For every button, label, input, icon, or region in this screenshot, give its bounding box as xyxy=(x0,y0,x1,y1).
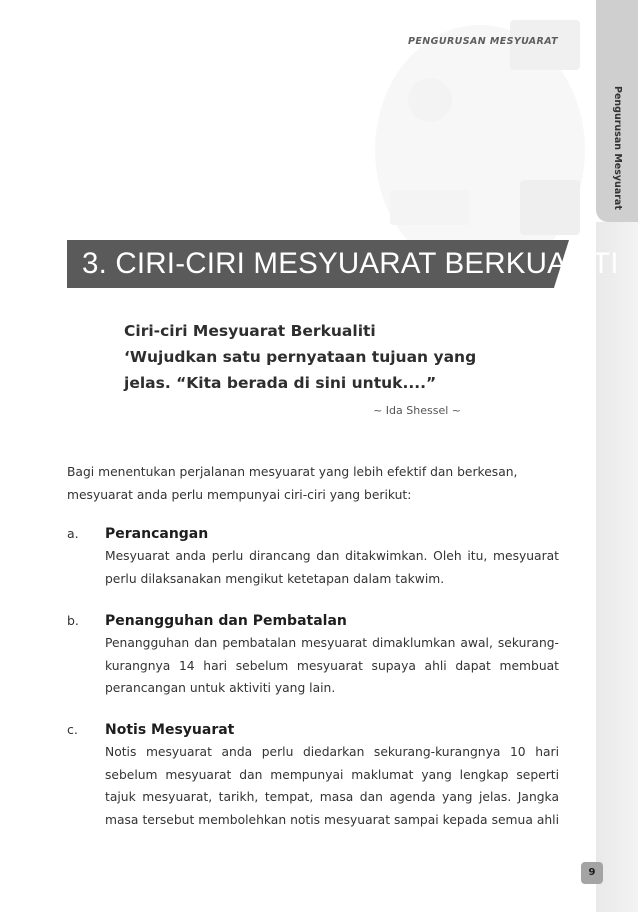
section-heading: Penangguhan dan Pembatalan xyxy=(105,613,347,629)
side-strip xyxy=(596,222,638,912)
section-body xyxy=(105,632,559,700)
section-heading: Perancangan xyxy=(105,526,209,542)
intro-line: Bagi menentukan perjalanan mesyuarat yang lebih efektif dan berkesan, xyxy=(67,465,518,479)
intro-paragraph xyxy=(67,461,567,506)
quote-attribution: ~ Ida Shessel ~ xyxy=(373,404,461,417)
page-number: 9 xyxy=(581,862,603,884)
quote-line: ‘Wujudkan satu pernyataan tujuan yang xyxy=(124,348,477,366)
body-line: masa tersebut membolehkan notis mesyuarat sampai kepada semua ahli xyxy=(105,812,559,827)
section-letter: a. xyxy=(67,526,79,541)
quote-block xyxy=(124,318,524,396)
body-line: Mesyuarat anda perlu dirancang dan ditakwimkan. Oleh itu, mesyuarat xyxy=(105,549,559,563)
body-line: kurangnya 14 hari sebelum mesyuarat supaya ahli dapat membuat xyxy=(105,658,559,673)
body-line: perlu dilaksanakan mengikut ketetapan dalam takwim. xyxy=(105,571,445,586)
section-title: 3. CIRI-CIRI MESYUARAT BERKUALITI xyxy=(82,247,619,280)
body-line: tajuk mesyuarat, tarikh, tempat, masa dan agenda yang jelas. Jangka xyxy=(105,790,559,804)
body-line: Notis mesyuarat anda perlu diedarkan sekurang-kurangnya 10 hari xyxy=(105,745,559,759)
body-line: perancangan untuk aktiviti yang lain. xyxy=(105,681,336,695)
section-letter: b. xyxy=(67,613,79,628)
body-line: Penangguhan dan pembatalan mesyuarat dimaklumkan awal, sekurang- xyxy=(105,636,559,650)
quote-line: Ciri-ciri Mesyuarat Berkualiti xyxy=(124,322,376,340)
section-letter: c. xyxy=(67,722,78,737)
quote-line: jelas. “Kita berada di sini untuk....” xyxy=(124,374,437,392)
section-body xyxy=(105,545,559,590)
section-body xyxy=(105,741,559,831)
section-heading: Notis Mesyuarat xyxy=(105,722,235,738)
body-line: sebelum mesyuarat dan mempunyai maklumat yang lengkap seperti xyxy=(105,767,559,782)
side-tab-label: Pengurusan Mesyuarat xyxy=(612,86,623,210)
intro-line: mesyuarat anda perlu mempunyai ciri-ciri yang berikut: xyxy=(67,487,412,502)
running-header: PENGURUSAN MESYUARAT xyxy=(408,36,558,47)
